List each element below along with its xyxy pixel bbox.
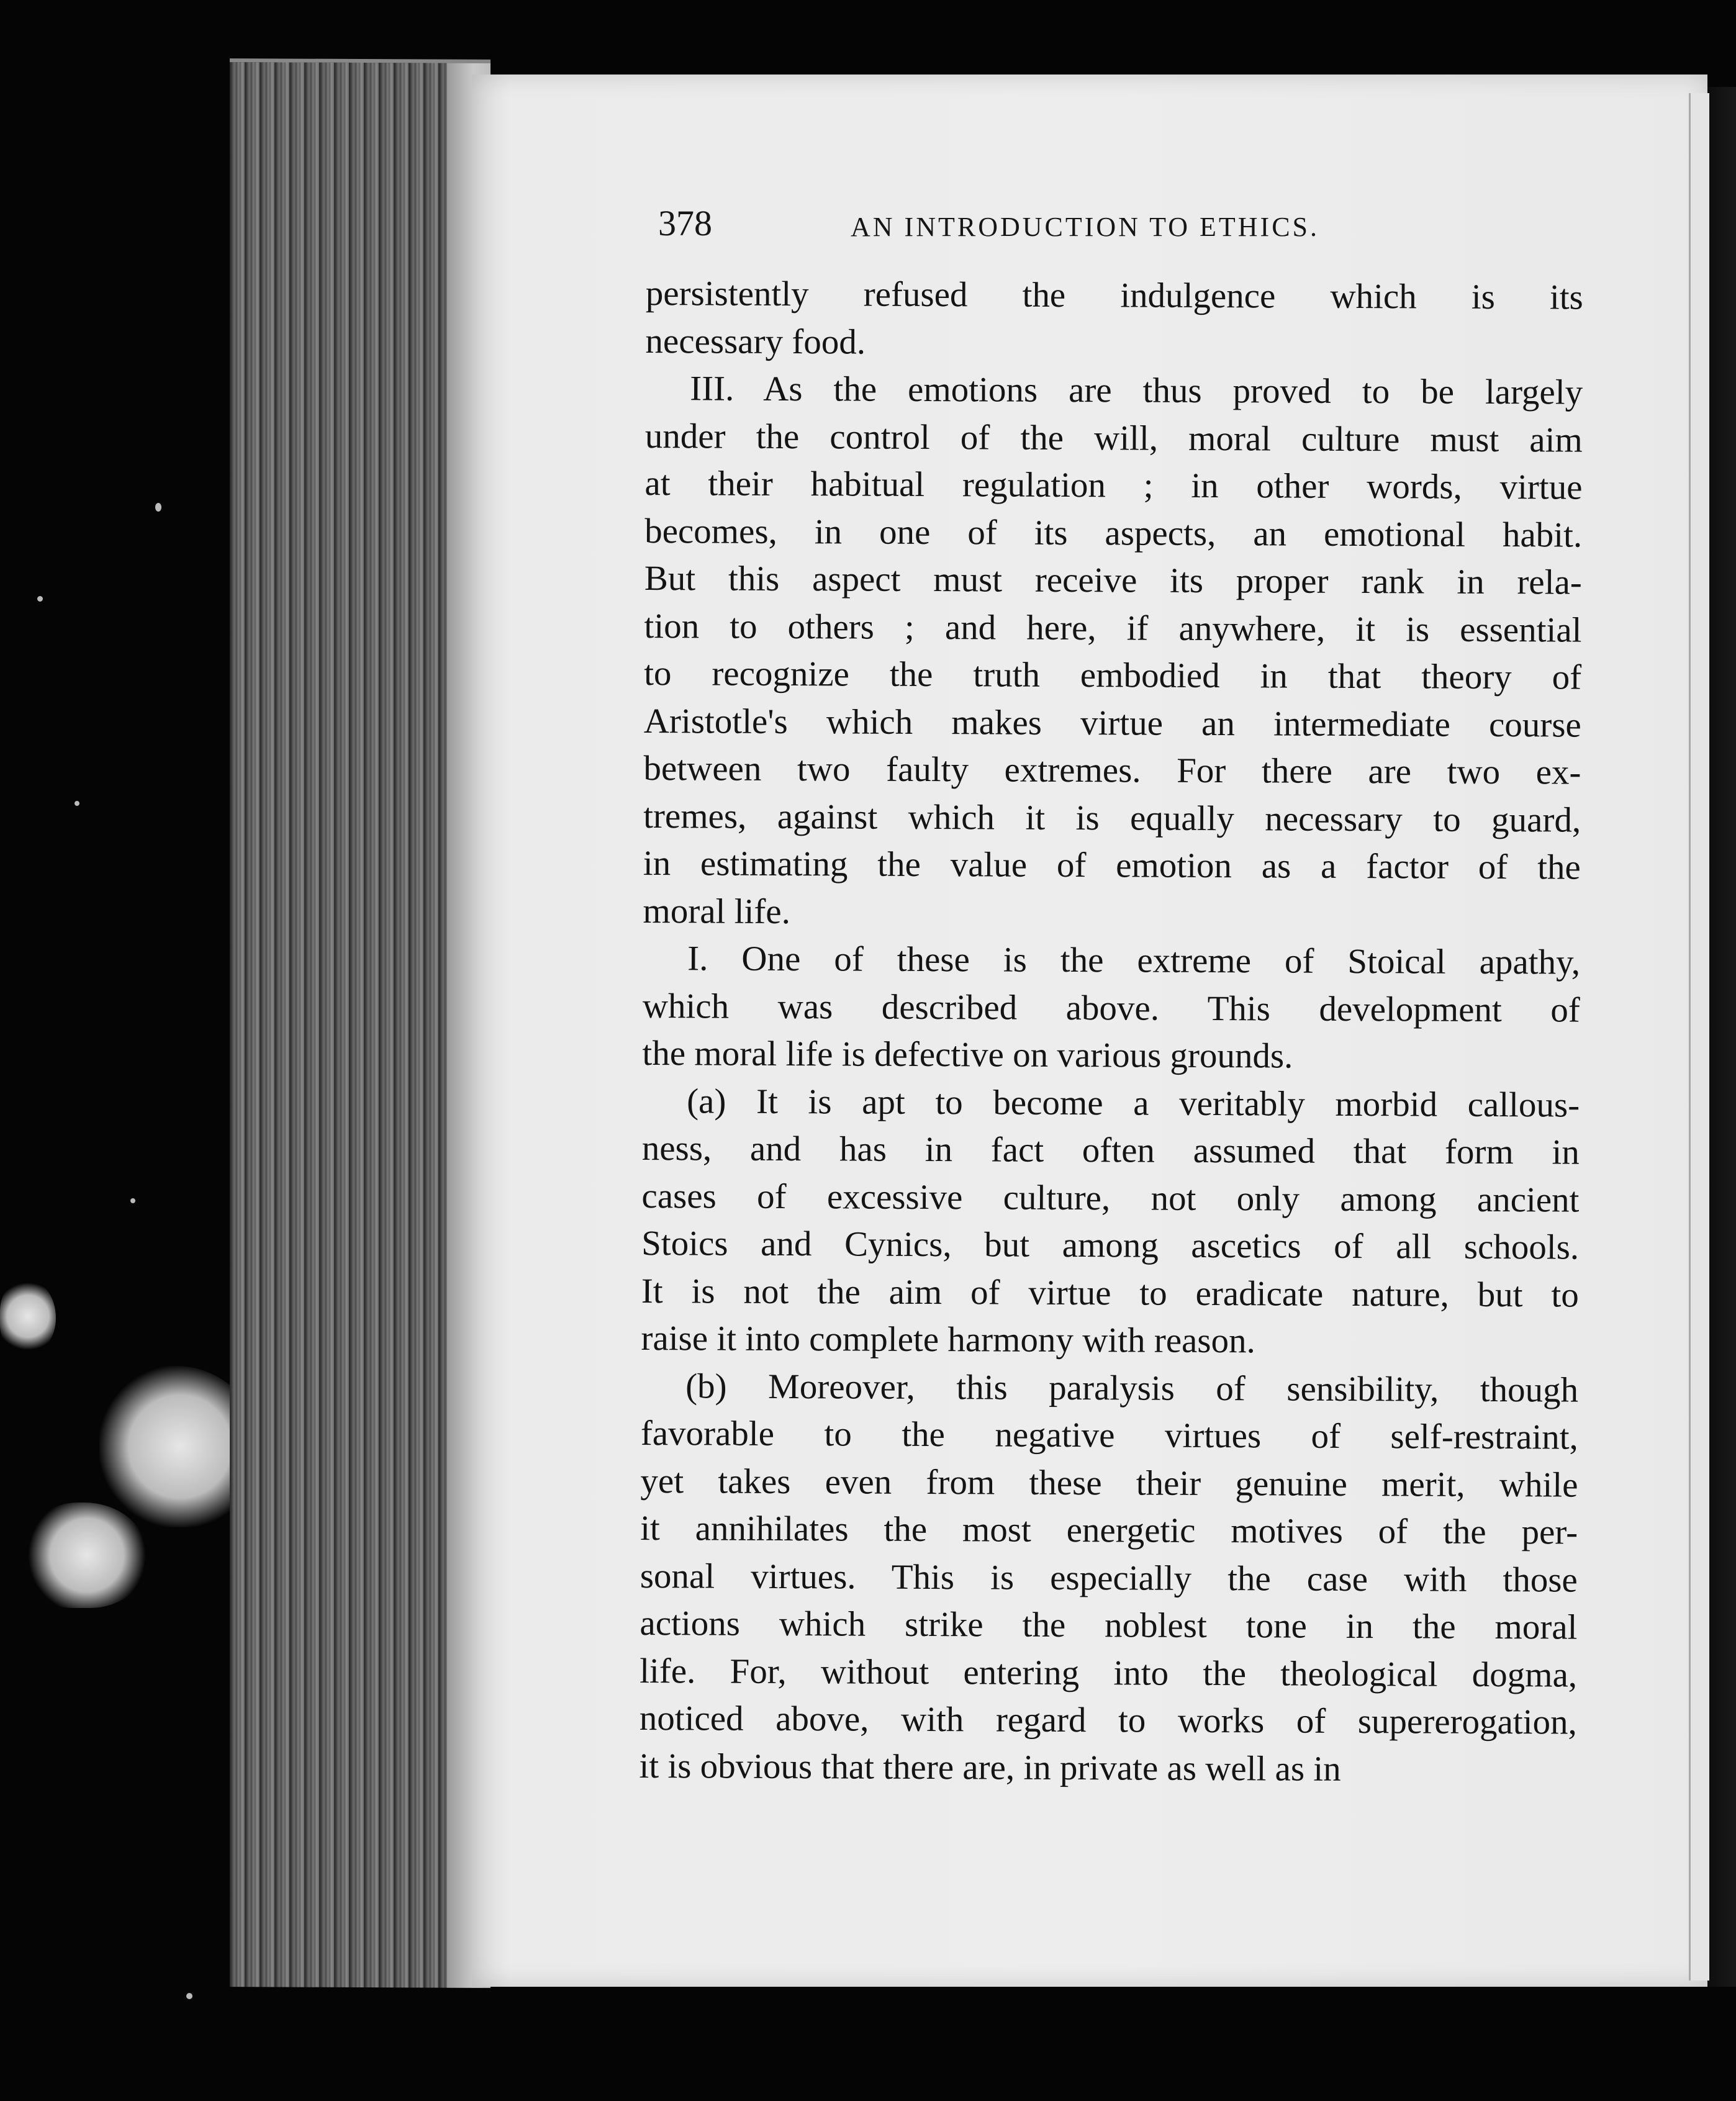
text-line: sonal virtues. This is especially the case with those xyxy=(640,1556,1578,1600)
paragraph xyxy=(639,1362,1578,1794)
dust-speck xyxy=(37,596,43,602)
page-body xyxy=(639,270,1583,1794)
text-line: which was described above. This development of xyxy=(642,986,1580,1030)
text-line: at their habitual regulation ; in other words, virtue xyxy=(644,463,1583,507)
damage-blotch xyxy=(0,1279,56,1353)
text-line: tremes, against which it is equally necessary to guard, xyxy=(643,796,1581,840)
text-line: between two faulty extremes. For there are two ex- xyxy=(643,748,1581,792)
text-line: (b) Moreover, this paralysis of sensibility, though xyxy=(685,1366,1579,1410)
paragraph xyxy=(645,270,1583,369)
right-gutter xyxy=(1707,87,1736,1987)
running-title: AN INTRODUCTION TO ETHICS. xyxy=(851,212,1320,242)
text-line: actions which strike the noblest tone in the moral xyxy=(640,1603,1578,1647)
text-line: the moral life is defective on various grounds. xyxy=(642,1033,1293,1076)
facing-page-edge xyxy=(1689,93,1709,1981)
text-line: yet takes even from these their genuine merit, while xyxy=(640,1461,1578,1505)
text-line: raise it into complete harmony with reason. xyxy=(641,1318,1255,1361)
text-line: life. For, without entering into the theological dogma, xyxy=(640,1651,1578,1695)
text-line: under the control of the will, moral culture must aim xyxy=(644,416,1583,460)
text-line: noticed above, with regard to works of supererogation, xyxy=(639,1698,1577,1742)
dust-speck xyxy=(155,503,161,512)
text-line: necessary food. xyxy=(645,321,866,362)
text-line: it is obvious that there are, in private as well as in xyxy=(639,1746,1341,1789)
dust-speck xyxy=(75,801,79,806)
running-head xyxy=(658,199,1577,248)
text-line: becomes, in one of its aspects, an emotional habit. xyxy=(644,511,1583,555)
text-line: in estimating the value of emotion as a factor of the xyxy=(643,843,1581,887)
paragraph xyxy=(641,1077,1580,1367)
text-line: favorable to the negative virtues of self-restraint, xyxy=(640,1413,1578,1457)
page-edges xyxy=(230,58,491,1988)
text-line: persistently refused the indulgence which is its xyxy=(645,273,1583,317)
text-line: It is not the aim of virtue to eradicate nature, but to xyxy=(641,1271,1579,1315)
paragraph xyxy=(642,935,1580,1082)
text-line: III. As the emotions are thus proved to be largely xyxy=(690,369,1583,412)
text-line: I. One of these is the extreme of Stoical apathy, xyxy=(687,939,1581,982)
text-line: Aristotle's which makes virtue an intermediate course xyxy=(643,701,1581,745)
text-line: But this aspect must receive its proper rank in rela- xyxy=(644,558,1582,602)
text-line: moral life. xyxy=(643,891,791,931)
text-line: it annihilates the most energetic motives of the per- xyxy=(640,1508,1578,1552)
dust-speck xyxy=(186,1993,192,1999)
paragraph xyxy=(643,365,1583,939)
page-number: 378 xyxy=(658,203,712,243)
text-line: to recognize the truth embodied in that theory of xyxy=(644,653,1582,697)
text-line: ness, and has in fact often assumed that form in xyxy=(641,1128,1580,1172)
dust-speck xyxy=(130,1198,135,1203)
text-line: cases of excessive culture, not only among ancient xyxy=(641,1176,1580,1220)
text-line: Stoics and Cynics, but among ascetics of all schools. xyxy=(641,1223,1580,1267)
text-line: tion to others ; and here, if anywhere, it is essential xyxy=(644,606,1582,650)
text-line: (a) It is apt to become a veritably morbid callous- xyxy=(687,1081,1580,1125)
